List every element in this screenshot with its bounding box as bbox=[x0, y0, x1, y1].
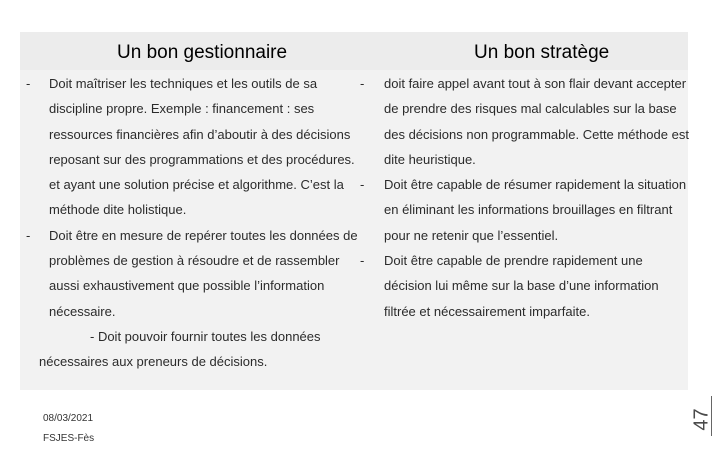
left-item-text: Doit maîtriser les techniques et les outils de sa discipline propre. Exemple : financement : ses ressources financières afin d’aboutir à des décisions reposant sur des programmations et des procédures. et ayant une solution précise et algorithme. C’est la méthode dite holistique. bbox=[49, 76, 355, 218]
bullet-dash: - bbox=[360, 177, 365, 193]
left-sub-item-continuation: nécessaires aux preneurs de décisions. bbox=[39, 354, 268, 370]
left-item bbox=[22, 223, 358, 324]
right-item-text: doit faire appel avant tout à son flair devant accepter de prendre des risques mal calculables sur la base des décisions non programmable. Cette méthode est dite heuristique. bbox=[384, 76, 689, 167]
title-gestionnaire: Un bon gestionnaire bbox=[117, 42, 288, 63]
left-sub-item: - Doit pouvoir fournir toutes les données bbox=[90, 328, 321, 344]
right-column bbox=[356, 71, 692, 324]
right-item bbox=[356, 71, 692, 172]
bullet-dash: - bbox=[26, 76, 31, 91]
left-column bbox=[22, 71, 358, 375]
left-item bbox=[22, 71, 358, 223]
bullet-dash: - bbox=[360, 76, 365, 91]
page-number-box bbox=[690, 400, 720, 436]
bullet-dash: - bbox=[360, 253, 365, 269]
title-stratege: Un bon stratège bbox=[474, 42, 610, 63]
left-item-text: Doit être en mesure de repérer toutes les données de problèmes de gestion à résoudre et de rassembler aussi exhaustivement que possible l’information nécessaire. bbox=[49, 227, 358, 319]
footer-date: 08/03/2021 bbox=[43, 413, 94, 424]
right-item-text: Doit être capable de résumer rapidement la situation en éliminant les informations brouillages en filtrant pour ne retenir que l’essentiel. bbox=[384, 177, 687, 243]
bullet-dash: - bbox=[26, 227, 31, 243]
right-item bbox=[356, 248, 692, 324]
right-item bbox=[356, 172, 692, 248]
footer-organization: FSJES-Fès bbox=[43, 433, 95, 444]
right-item-text: Doit être capable de prendre rapidement une décision lui même sur la base d’une information filtrée et nécessairement imparfaite. bbox=[384, 253, 659, 319]
page-number: 47 bbox=[690, 408, 713, 431]
